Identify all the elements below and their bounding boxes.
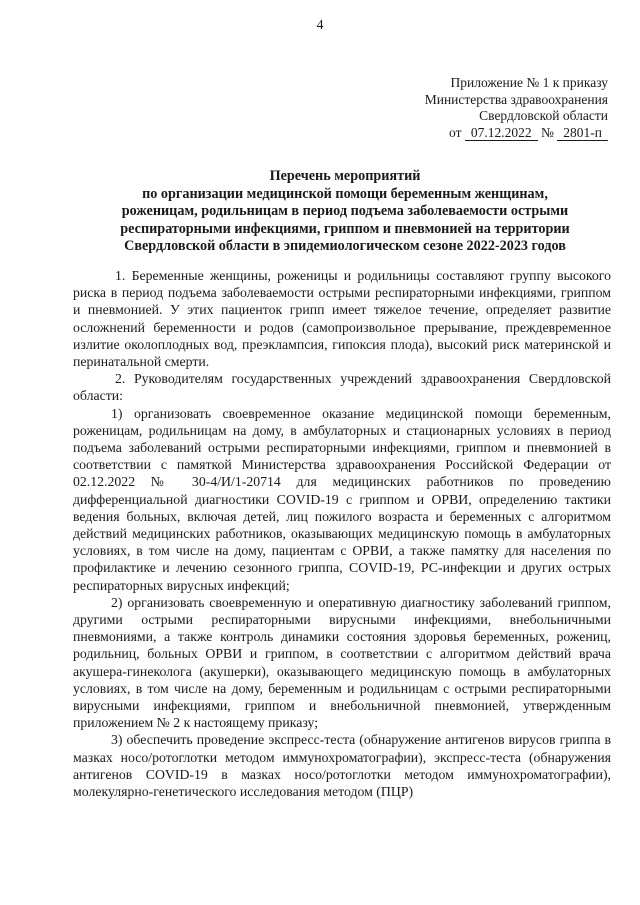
appendix-line-2: Министерства здравоохранения xyxy=(424,91,608,107)
page-number: 4 xyxy=(316,18,324,33)
order-number: 2801-п xyxy=(557,126,608,141)
appendix-header xyxy=(308,75,608,141)
title-line: по организации медицинской помощи беременным женщинам, xyxy=(142,185,548,202)
order-reference xyxy=(308,125,608,142)
paragraph-1: 1. Беременные женщины, роженицы и родильницы составляют группу высокого риска в период подъема заболеваемости острыми респираторными инфекциями, гриппом и пневмонией. У этих пациенток грипп имеет тяжелое течение, определяет развитие осложнений беременности и родов (самопроизвольное прерывание, преждевременное излитие околоплодных вод, преэклампсия, гипоксия плода), высокий риск материнской и перинатальной смерти. xyxy=(73,268,611,370)
document-title xyxy=(80,168,610,256)
title-line: респираторными инфекциями, гриппом и пневмонией на территории xyxy=(120,220,570,237)
title-line: Перечень мероприятий xyxy=(269,168,421,184)
order-date: 07.12.2022 xyxy=(465,126,538,141)
document-body xyxy=(73,267,611,800)
paragraph-2: 2. Руководителям государственных учреждений здравоохранения Свердловской области: xyxy=(73,371,611,404)
title-line: роженицам, родильницам в период подъема заболеваемости острыми xyxy=(121,203,569,219)
appendix-line-1: Приложение № 1 к приказу xyxy=(450,75,608,90)
number-sign: № xyxy=(541,124,554,140)
title-line: Свердловской области в эпидемиологическом сезоне 2022-2023 годов xyxy=(124,238,566,254)
appendix-line-3: Свердловской области xyxy=(479,108,608,123)
subparagraph-1: 1) организовать своевременное оказание медицинской помощи беременным, роженицам, родильницам на дому, в амбулаторных и стационарных условиях в период подъема заболеваний острыми респираторными инфекциями, гриппом и пневмонией в соответствии с памяткой Министерства здравоохранения Российской Федерации от 02.12.2022 № 30-4/И/1-20714 для медицинских работников по проведению дифференциальной диагностики COVID-19 с гриппом и ОРВИ, определению тактики ведения больных, включая детей, лиц пожилого возраста и беременных с алгоритмом действий медицинских работников, оказывающих медицинскую помощь в амбулаторных условиях, в том числе на дому, пациентам с ОРВИ, а также памятку для населения по профилактике и лечению сезонного гриппа, COVID-19, РС-инфекции и других острых респираторных вирусных инфекций; xyxy=(73,405,611,593)
from-label: от xyxy=(449,124,462,140)
subparagraph-3: 3) обеспечить проведение экспресс-теста (обнаружение антигенов вирусов гриппа в мазках носо/ротоглотки методом иммунохроматографии), экспресс-теста (обнаружения антигенов COVID-19 в мазках носо/ротоглотки методом иммунохроматографии), молекулярно-генетического исследования методом (ПЦР) xyxy=(73,732,611,800)
subparagraph-2: 2) организовать своевременную и оперативную диагностику заболеваний гриппом, другими острыми респираторными вирусными инфекциями, внебольничными пневмониями, а также контроль динамики состояния здоровья беременных, рожениц, родильниц, больных ОРВИ и гриппом, в соответствии с алгоритмом действий врача акушера-гинеколога (акушерки), оказывающего медицинскую помощь в амбулаторных условиях, в том числе на дому, беременным и родильницам с острыми респираторными вирусными инфекциями, гриппом и внебольничной пневмонией, утвержденным приложением № 2 к настоящему приказу; xyxy=(73,594,611,731)
